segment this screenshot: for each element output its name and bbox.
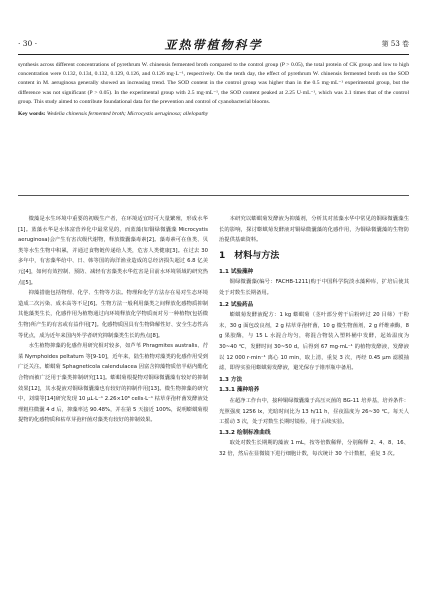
left-column xyxy=(18,214,208,426)
abstract-text: synthesis across different concentrations of pyrethrum W. chinensis fermented broth compared to the control group (P > 0.05), the total protein of CK group and low to high concentration were 0.132, 0.134, 0.132, 0.129, 0.126, and 0.126 mg·L⁻¹, respectively. On the tenth day, the effect of pyrethrum W. chinensis fermented broth on the SOD content in M. aeruginosa generally showed an increasing trend. The SOD content in the control group was higher than in the 0.5 mg·mL⁻¹ experimental group, but the difference was not significant (P > 0.05). In the experimental group with 2.5 mg·mL⁻¹, the SOD content peaked at 2.25 U·mL⁻¹, which was 2.1 times that of the control group. This study aimed to contribute foundational data for the prevention and control of cyanobacterial blooms. xyxy=(18,62,409,105)
body-paragraph: 水生植物抑藻的化感作用研究相对较多，如芦苇 Phragmites australis、荇菜 Nymphoides peltatum 等[9-10]，近年来，陆生植物对藻类的化感作用受到广泛关注。蟛蜞菊 Sphagneticola calendulacea 因富含抑藻物质倍半萜内酯化合物而被广泛用于藻类抑制研究[11]。蟛蜞菊根提物对铜绿微囊藻有较好的抑制效果[12]，其水提液对铜绿微囊藻也有较好的抑制作用[13]。微生物抑藻的研究中，刘瑞等[14]研究发现 10 μL·L⁻¹ 2.26×10⁸ cells·L⁻¹ 枯草芽孢杆菌发酵液处理粗柱微囊 4 d 后，抑藻率达 90.48%，并在第 5 天接近 100%，说明蟛蜞菊根提物的化感物质和枯草芽孢杆菌对藻类有较好的抑制效果。 xyxy=(18,343,208,424)
keywords-list: Wedelia chinensis fermented broth; Microcystis aeruginosa; allelopathy xyxy=(46,111,209,118)
english-abstract xyxy=(18,61,409,119)
body-paragraph: 蟛蜞菊发酵液配方：1 kg 蟛蜞菊（茎叶部分剪干后粉碎过 20 目筛）干粉末，30 g 面包改良剂，2 g 枯草芽孢杆菌，10 g 微生物菌剂，2 g 纤维素酶，8 g 果胶酶，与 15 L 水混合均匀，将混合物装入塑料桶中发酵，起始温度为 30~40 ℃，发酵时间 30~50 d。后得到 67 mg·mL⁻¹ 的植物发酵液，发酵液以 12 000 r·min⁻¹ 离心 10 min，取上清，重复 3 次，再经 0.45 μm 滤膜抽滤，即得实验用蟛蜞菊发酵液，避光保存于锥形瓶中备用。 xyxy=(219,312,409,372)
subsection-title: 1.3 方法 xyxy=(219,376,243,383)
body-paragraph: 铜绿微囊藻(编号：FACHB-1211)购于中国科学院淡水藻种库，扩培后使其处于对数生长期备用。 xyxy=(219,279,409,296)
section-title: 1 材料与方法 xyxy=(219,250,280,261)
intro-paragraph: 本研究以蟛蜞菊发酵液为抑藻剂，分析其对蓝藻水华中常见的铜绿微囊藻生长的影响，探讨蟛蜞菊发酵液对铜绿微囊藻的化感作用，为铜绿微囊藻的生物防治提供基础资料。 xyxy=(219,216,409,244)
page-header xyxy=(18,36,409,55)
subsubsection-title: 1.3.2 绘制标准曲线 xyxy=(219,429,271,436)
body-paragraph: 取处对数生长期期的藻液 1 mL，按等倍数稀释，分别稀释 2、4、8、16、32 倍，然后在显微镜下进行细胞计数，每次统计 30 个计数框，重复 3 次。 xyxy=(219,440,409,457)
abstract-divider xyxy=(18,195,409,196)
volume-label: 第 53 卷 xyxy=(381,40,409,48)
keywords-label: Key words: xyxy=(18,111,46,118)
body-paragraph: 在超净工作台中，接种铜绿微囊藻于高压灭菌的 BG-11 培养基，培养条件：光照强度 1256 lx，光暗时间比为 13 h/11 h，昼夜温度为 26~30 ℃。每天人工摇动 3 次，处于对数生长期时镜检，用于后续实验。 xyxy=(219,397,409,426)
subsection-title: 1.2 试验药品 xyxy=(219,301,254,308)
subsection-title: 1.1 试验藻种 xyxy=(219,268,254,275)
journal-title: 亚热带植物科学 xyxy=(164,38,263,52)
page-number: · 30 · xyxy=(18,39,38,48)
body-paragraph: 微藻是水生环境中重要的初级生产者，在环境适宜时可大量繁殖，形成水华[1]。蓝藻水华是水体富营养化中最常见的，而蓝藻(如铜绿微囊藻 Microcystis aeruginosa)会产生有害次级代谢物，释放微囊藻毒素[2]。藻毒素可在鱼类、贝类等水生生物中积累，并通过食物链传递给人类，危害人类健康[3]。在过去 30 多年中，有害藻华给中、日、韩等国的海洋渔业造成的总经济损失超过 6.8 亿美元[4]，如何有效控制、预防、减轻有害藻类水华危害是目前水环境领域的研究热点[5]。 xyxy=(18,216,208,286)
right-column xyxy=(219,214,409,459)
keywords-line xyxy=(18,110,409,119)
body-paragraph: 抑藻措施包括物理、化学、生物等方法。物理和化学方法存在易对生态环境造成二次污染、成本高等不足[6]。生物方法一般利用藻类之间释放化感物质抑制其他藻类生长，化感作用为植物通过向环境释放化学物质而对另一种植物(包括微生物)所产生的有害或有益作用[7]。化感物质因具有生物降解性好、安全生态性高等优点，成为近年来国内外学者研究抑制藻类生长的热点[8]。 xyxy=(18,290,208,339)
subsubsection-title: 1.3.1 藻种培养 xyxy=(219,387,260,394)
